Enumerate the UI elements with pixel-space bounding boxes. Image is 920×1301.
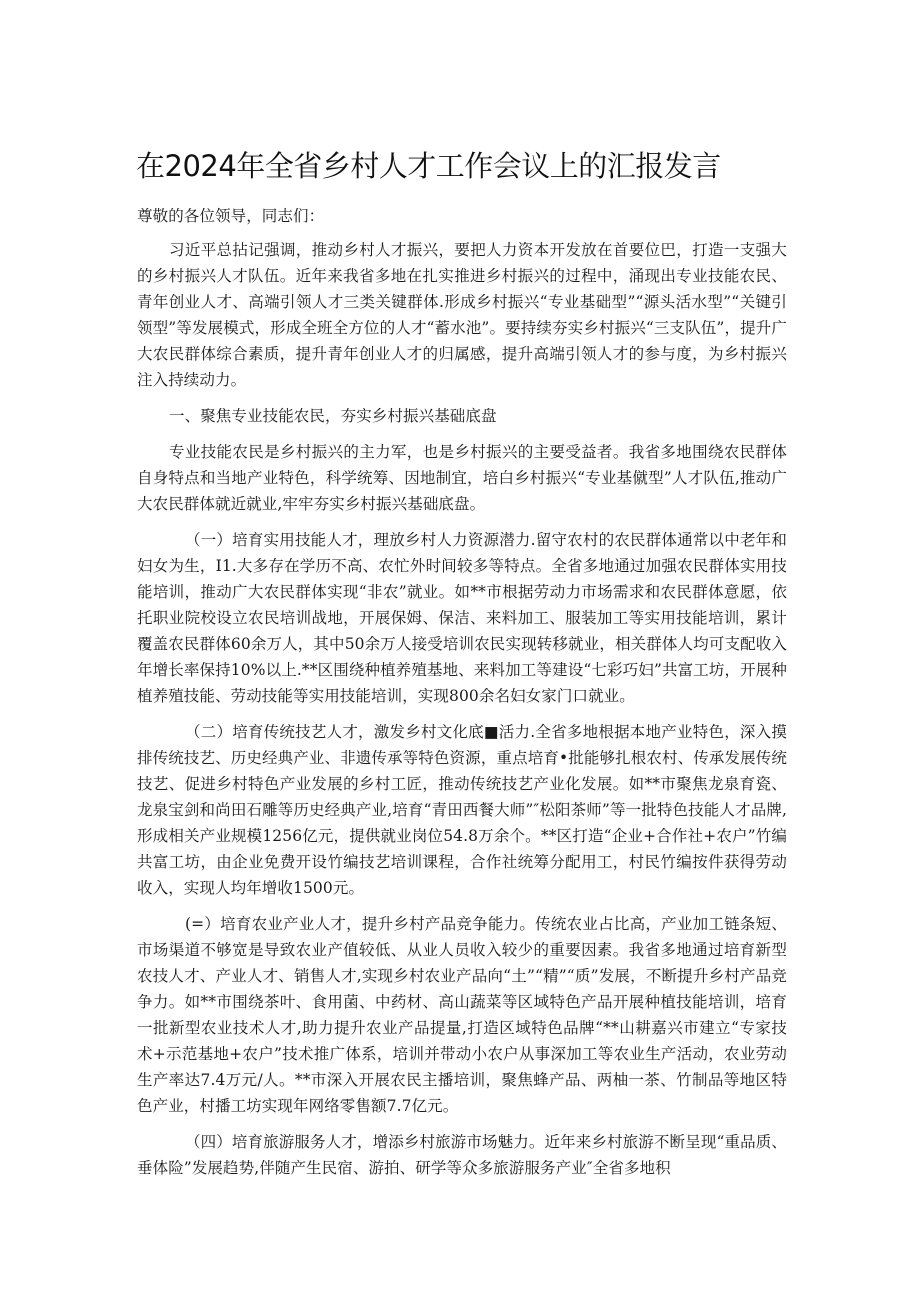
document-title: 在2024年全省乡村人才工作会议上的汇报发言: [136, 149, 721, 183]
paragraph-subsection-1: （一）培育实用技能人才，理放乡村人力资源潜力.留守农村的农民群体通常以中老年和妇女为生，I1.大多存在学历不高、农忙外时间较多等特点。全省多地通过加强农民群体实用技能培训，推动广大农民群体实现“非农”就业。如**市根据劳动力市场需求和农民群体意愿，依托职业院校设立农民培训战地，开展保姆、保洁、来料加工、服装加工等实用技能培训，累计覆盖农民群体60余万人，其中50余万人接受培训农民实现转移就业，相关群体人均可支配收入年增长率保持10%以上.**区围绕种植养殖基地、来料加工等建设“七彩巧妇”共富工坊，开展种植养殖技能、劳动技能等实用技能培训，实现800余名妇女家门口就业。: [137, 531, 787, 705]
paragraph-subsection-2: （二）培育传统技艺人才，激发乡村文化底■活力.全省多地根据本地产业特色，深入摸排传统技艺、历史经典产业、非遗传承等特色资源，重点培育•批能够扎根农村、传承发展传统技艺、促进乡村特色产业发展的乡村工匠，推动传统技艺产业化发展。如**市聚焦龙泉育瓷、龙泉宝剑和尚田石雕等历史经典产业,培育“青田西餐大师”″松阳茶师”等一批特色技能人才品牌,形成相关产业规模1256亿元，提供就业岗位54.8万余个。**区打造“企业+合作社+农户”竹编共富工坊，由企业免费开设竹编技艺培训课程，合作社统筹分配用工，村民竹编按件获得劳动收入，实现人均年增收1500元。: [137, 723, 787, 897]
paragraph-section-1: 专业技能农民是乡村振兴的主力军，也是乡村振兴的主要受益者。我省多地围绕农民群体自身特点和当地产业特色，科学统筹、因地制宜，培白乡村振兴“专业基僦型”人才队伍,推动广大农民群体就近就业,牢牢夯实乡村振兴基础底盘。: [137, 443, 787, 513]
section-heading-1: 一、聚焦专业技能农民，夯实乡村振兴基础底盘: [169, 407, 497, 425]
paragraph-intro: 习近平总拈记强调，推动乡村人才振兴，要把人力资本开发放在首要位巴，打造一支强大的乡村振兴人才队伍。近年来我省多地在扎实推进乡村振兴的过程中，涌现出专业技能农民、青年创业人才、高端引领人才三类关键群体.形成乡村振兴“专业基础型”“源头活水型”“关键引领型”等发展模式，形成全班全方位的人才“蓄水池”。要持续夯实乡村振兴“三支队伍”，提升广大农民群体综合素质，提升青年创业人才的归属感，提升高端引领人才的参与度，为乡村振兴注入持续动力。: [137, 241, 787, 389]
paragraph-subsection-3: (=）培育农业产业人才，提升乡村产品竞争能力。传统农业占比高，产业加工链条短、市场渠道不够宽是导致农业产值较低、从业人员收入较少的重要因素。我省多地通过培育新型农技人才、产业人才、销售人才,实现乡村农业产品向“土”“精”“质”发展，不断提升乡村产品竞争力。如**市围绕茶叶、食用菌、中药材、高山蔬菜等区域特色产品开展种植技能培训，培育一批新型农业技术人才,助力提升农业产品提量,打造区域特色品牌“**山耕嘉兴市建立“专家技术+示范基地+农户”技术推广体系，培训并带动小农户从事深加工等农业生产活动，农业劳动生产率达7.4万元/人。**市深入开展农民主播培训，聚焦蜂产品、两柚一茶、竹制品等地区特色产业，村播工坊实现年网络零售额7.7亿元。: [137, 915, 787, 1115]
salutation: 尊敬的各位领导，同志们：: [137, 207, 325, 225]
document-body: [137, 203, 787, 1191]
paragraph-subsection-4: （四）培育旅游服务人才，增添乡村旅游市场魅力。近年来乡村旅游不断呈现“重品质、垂体险”发展趋势,伴随产生民宿、游拍、研学等众多旅游服务产业″全省多地积: [137, 1133, 787, 1177]
